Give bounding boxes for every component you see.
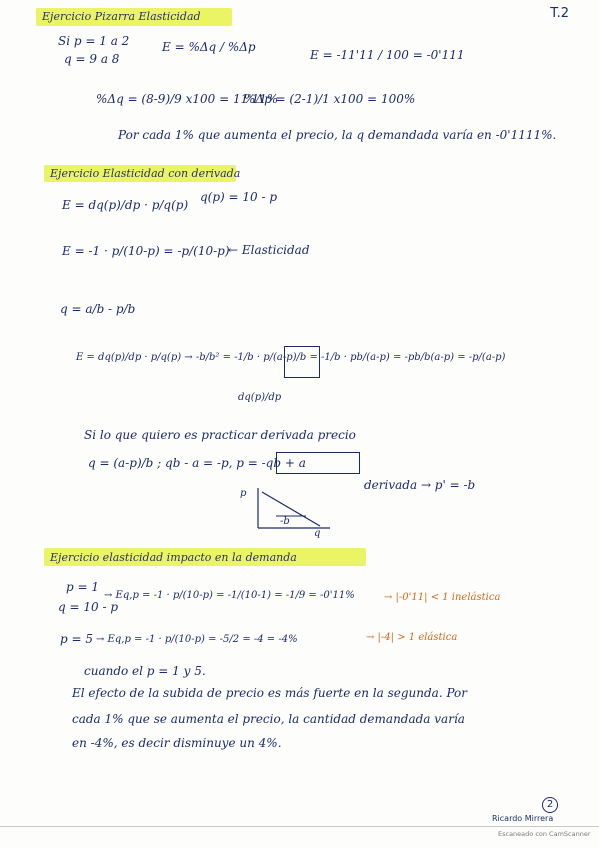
author-name: Ricardo Mirrera: [492, 814, 554, 823]
axis-q-label: q: [314, 528, 321, 539]
formula-1: E = %Δq / %Δp: [162, 40, 256, 54]
axis-p-label: p: [240, 488, 247, 499]
result-1: E = -11'11 / 100 = -0'111: [310, 48, 465, 62]
page-tag: T.2: [550, 6, 569, 21]
def-elasticity: E = dq(p)/dp · p/q(p): [62, 198, 189, 212]
case2-result: → |-4| > 1 elástica: [366, 632, 458, 643]
calc-elasticity: E = -1 · p/(10-p) = -p/(10-p): [62, 244, 230, 258]
given-2: q = 9 a 8: [64, 52, 120, 66]
boxed-inverse: [276, 452, 360, 474]
case1-demand: q = 10 - p: [58, 600, 118, 614]
final-line-1: El efecto de la subida de precio es más fuerte en la segunda. Por: [72, 686, 468, 700]
slope-sketch: [246, 486, 336, 536]
page-number: 2: [542, 797, 558, 813]
arrow-label: ← Elasticidad: [228, 243, 310, 257]
conclusion-1: Por cada 1% que aumenta el precio, la q demandada varía en -0'1111%.: [118, 128, 557, 142]
derivative-label: derivada → p' = -b: [364, 478, 476, 492]
case1-calc: → Eq,p = -1 · p/(10-p) = -1/(10-1) = -1/9 = -0'11%: [104, 590, 355, 601]
when-note: cuando el p = 1 y 5.: [84, 664, 206, 678]
footer-divider: [0, 826, 599, 827]
final-line-2: cada 1% que se aumenta el precio, la cantidad demandada varía: [72, 712, 465, 726]
q-definition: q = a/b - p/b: [60, 302, 136, 316]
given-1: Si p = 1 a 2: [58, 34, 130, 48]
case1-result: → |-0'11| < 1 inelástica: [384, 592, 501, 603]
case2-given: p = 5: [60, 632, 93, 646]
section-title-3: Ejercicio elasticidad impacto en la demanda: [50, 551, 297, 564]
inverse-demand: q = (a-p)/b ; qb - a = -p, p = -qb + a: [88, 456, 306, 470]
scanner-watermark: Escaneado con CamScanner: [498, 830, 591, 838]
section-title-1: Ejercicio Pizarra Elasticidad: [42, 10, 201, 23]
pct-q: %Δq = (8-9)/9 x100 = 11'11%: [96, 92, 279, 106]
general-derivation: E = dq(p)/dp · p/q(p) → -b/b² = -1/b · p/(a-p)/b = -1/b · pb/(a-p) = -pb/b(a-p) = -p/(a-p): [76, 352, 506, 363]
remark: Si lo que quiero es practicar derivada precio: [84, 428, 356, 442]
section-title-2: Ejercicio Elasticidad con derivada: [50, 167, 241, 180]
case1-given: p = 1: [66, 580, 99, 594]
slope-label: -b: [280, 516, 290, 527]
demand-function: q(p) = 10 - p: [200, 190, 278, 204]
final-line-3: en -4%, es decir disminuye un 4%.: [72, 736, 282, 750]
boxed-term: [284, 346, 320, 378]
pct-p: %Δp = (2-1)/1 x100 = 100%: [244, 92, 416, 106]
case2-calc: → Eq,p = -1 · p/(10-p) = -5/2 = -4 = -4%: [96, 634, 298, 645]
note-under: dq(p)/dp: [238, 392, 282, 403]
